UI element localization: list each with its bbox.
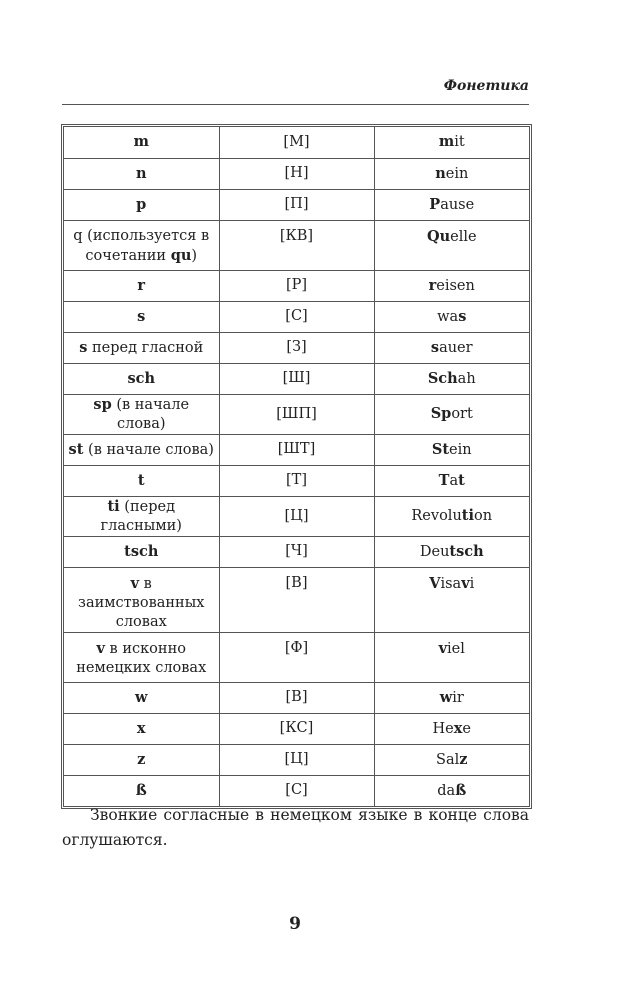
bold-segment: ß xyxy=(135,781,147,799)
bold-segment: z xyxy=(459,750,468,768)
table-row xyxy=(64,189,529,220)
bold-segment: p xyxy=(136,195,147,213)
sound-cell: [Т] xyxy=(219,465,374,496)
sound-cell: [С] xyxy=(219,301,374,332)
bold-segment: r xyxy=(428,276,437,294)
bold-segment: tsch xyxy=(449,542,484,560)
bold-segment: Sp xyxy=(430,405,452,422)
page-number: 9 xyxy=(289,914,301,934)
bold-segment: qu xyxy=(170,246,192,264)
table-row xyxy=(64,220,529,270)
bold-segment: St xyxy=(431,440,450,458)
table-row xyxy=(64,567,529,632)
text-segment: ) xyxy=(191,247,198,264)
text-segment: a xyxy=(449,472,459,489)
bold-segment: n xyxy=(135,164,147,182)
example-cell xyxy=(374,775,529,806)
table-row xyxy=(64,301,529,332)
text-segment: (в начале слова) xyxy=(83,441,214,458)
sound-cell: [Ц] xyxy=(219,496,374,536)
example-cell xyxy=(374,332,529,363)
body-paragraph: Звонкие согласные в немецком языке в конце слова оглушаются. xyxy=(62,806,529,849)
sound-cell: [В] xyxy=(219,567,374,632)
sound-cell: [КС] xyxy=(219,713,374,744)
sound-cell: [Н] xyxy=(219,158,374,189)
table-row xyxy=(64,158,529,189)
sound-cell: [КВ] xyxy=(219,220,374,270)
text-segment: da xyxy=(437,782,456,799)
sound-cell: [Ч] xyxy=(219,536,374,567)
bold-segment: w xyxy=(439,688,453,706)
letter-cell xyxy=(64,775,219,806)
bold-segment: s xyxy=(458,307,467,325)
text-segment: ein xyxy=(449,441,472,458)
letter-cell xyxy=(64,363,219,394)
bold-segment: sp xyxy=(93,395,112,413)
bold-segment: P xyxy=(429,195,441,213)
text-segment: q (используется в сочетании xyxy=(73,227,210,264)
example-cell xyxy=(374,567,529,632)
letter-cell xyxy=(64,394,219,434)
bold-segment: r xyxy=(137,276,146,294)
letter-cell xyxy=(64,682,219,713)
letter-cell xyxy=(64,496,219,536)
running-title: Фонетика xyxy=(443,78,529,94)
text-segment: i xyxy=(469,575,475,592)
bold-segment: w xyxy=(135,688,148,706)
table-row xyxy=(64,536,529,567)
letter-cell xyxy=(64,536,219,567)
example-cell xyxy=(374,682,529,713)
example-cell xyxy=(374,434,529,465)
table-row xyxy=(64,394,529,434)
text-segment: в исконно немецких словах xyxy=(76,640,207,676)
sound-cell: [В] xyxy=(219,682,374,713)
letter-cell xyxy=(64,434,219,465)
example-cell xyxy=(374,713,529,744)
bold-segment: t xyxy=(137,471,145,489)
text-segment: (перед гласными) xyxy=(100,498,182,534)
text-segment: isa xyxy=(440,575,462,592)
text-segment: Sal xyxy=(436,751,460,768)
text-segment: ein xyxy=(445,165,469,182)
text-segment: ause xyxy=(440,196,475,213)
bold-segment: v xyxy=(438,639,448,657)
table-row xyxy=(64,632,529,682)
table-row xyxy=(64,496,529,536)
example-cell xyxy=(374,158,529,189)
sound-cell: [Ф] xyxy=(219,632,374,682)
header-rule xyxy=(62,104,529,105)
bold-segment: Qu xyxy=(426,227,451,245)
text-segment: перед гласной xyxy=(87,339,204,356)
example-cell xyxy=(374,301,529,332)
example-cell xyxy=(374,496,529,536)
text-segment: eisen xyxy=(436,277,475,294)
sound-cell: [ШТ] xyxy=(219,434,374,465)
bold-segment: t xyxy=(458,471,465,489)
letter-cell xyxy=(64,270,219,301)
text-segment: e xyxy=(462,720,471,737)
sound-cell: [Р] xyxy=(219,270,374,301)
sound-cell: [П] xyxy=(219,189,374,220)
text-segment: He xyxy=(432,720,454,737)
bold-segment: s xyxy=(79,338,88,356)
table-row xyxy=(64,127,529,158)
bold-segment: x xyxy=(136,719,146,737)
bold-segment: ti xyxy=(461,507,475,524)
bold-segment: sch xyxy=(127,369,156,387)
example-cell xyxy=(374,220,529,270)
bold-segment: st xyxy=(68,440,84,458)
table-row xyxy=(64,434,529,465)
bold-segment: z xyxy=(137,750,146,768)
bold-segment: ti xyxy=(107,497,120,515)
letter-cell xyxy=(64,465,219,496)
letter-cell xyxy=(64,301,219,332)
example-cell xyxy=(374,632,529,682)
table-row xyxy=(64,332,529,363)
table-row xyxy=(64,270,529,301)
example-cell xyxy=(374,465,529,496)
letter-cell xyxy=(64,632,219,682)
letter-cell xyxy=(64,189,219,220)
text-segment: auer xyxy=(439,339,473,356)
bold-segment: tsch xyxy=(124,542,159,560)
phonetics-table xyxy=(61,124,532,809)
letter-cell xyxy=(64,567,219,632)
table-row xyxy=(64,363,529,394)
bold-segment: v xyxy=(96,639,105,657)
bold-segment: T xyxy=(438,471,450,489)
sound-cell: [Ш] xyxy=(219,363,374,394)
example-cell xyxy=(374,744,529,775)
example-cell xyxy=(374,363,529,394)
text-segment: ort xyxy=(451,406,473,422)
example-cell xyxy=(374,270,529,301)
text-segment: ah xyxy=(457,370,476,387)
letter-cell xyxy=(64,713,219,744)
text-segment: wa xyxy=(437,308,459,325)
text-segment: (в начале слова) xyxy=(111,396,190,432)
table-row xyxy=(64,682,529,713)
sound-cell: [Ц] xyxy=(219,744,374,775)
table-row xyxy=(64,744,529,775)
letter-cell xyxy=(64,744,219,775)
bold-segment: m xyxy=(438,133,455,151)
example-cell xyxy=(374,189,529,220)
bold-segment: n xyxy=(435,164,446,182)
example-cell xyxy=(374,127,529,158)
sound-cell: [С] xyxy=(219,775,374,806)
bold-segment: x xyxy=(453,719,463,737)
letter-cell xyxy=(64,332,219,363)
text-segment: ir xyxy=(452,689,464,706)
table-row xyxy=(64,775,529,806)
letter-cell xyxy=(64,220,219,270)
bold-segment: v xyxy=(461,574,470,592)
table-row xyxy=(64,713,529,744)
text-segment: в заимствованных словах xyxy=(78,575,205,630)
sound-cell: [ШП] xyxy=(219,394,374,434)
sound-cell: [М] xyxy=(219,127,374,158)
example-cell xyxy=(374,394,529,434)
table-row xyxy=(64,465,529,496)
bold-segment: v xyxy=(130,574,140,592)
text-segment: elle xyxy=(450,228,477,245)
bold-segment: s xyxy=(137,307,146,325)
text-segment: it xyxy=(454,134,465,151)
bold-segment: Sch xyxy=(427,369,458,387)
text-segment: Deu xyxy=(419,543,450,560)
bold-segment: m xyxy=(133,133,149,151)
letter-cell xyxy=(64,127,219,158)
text-segment: on xyxy=(474,508,493,524)
text-segment: iel xyxy=(447,640,465,657)
bold-segment: s xyxy=(430,338,440,356)
bold-segment: V xyxy=(429,574,441,592)
table-body xyxy=(64,127,529,806)
text-segment: Revolu xyxy=(411,508,462,524)
letter-cell xyxy=(64,158,219,189)
sound-cell: [З] xyxy=(219,332,374,363)
example-cell xyxy=(374,536,529,567)
bold-segment: ß xyxy=(455,781,467,799)
